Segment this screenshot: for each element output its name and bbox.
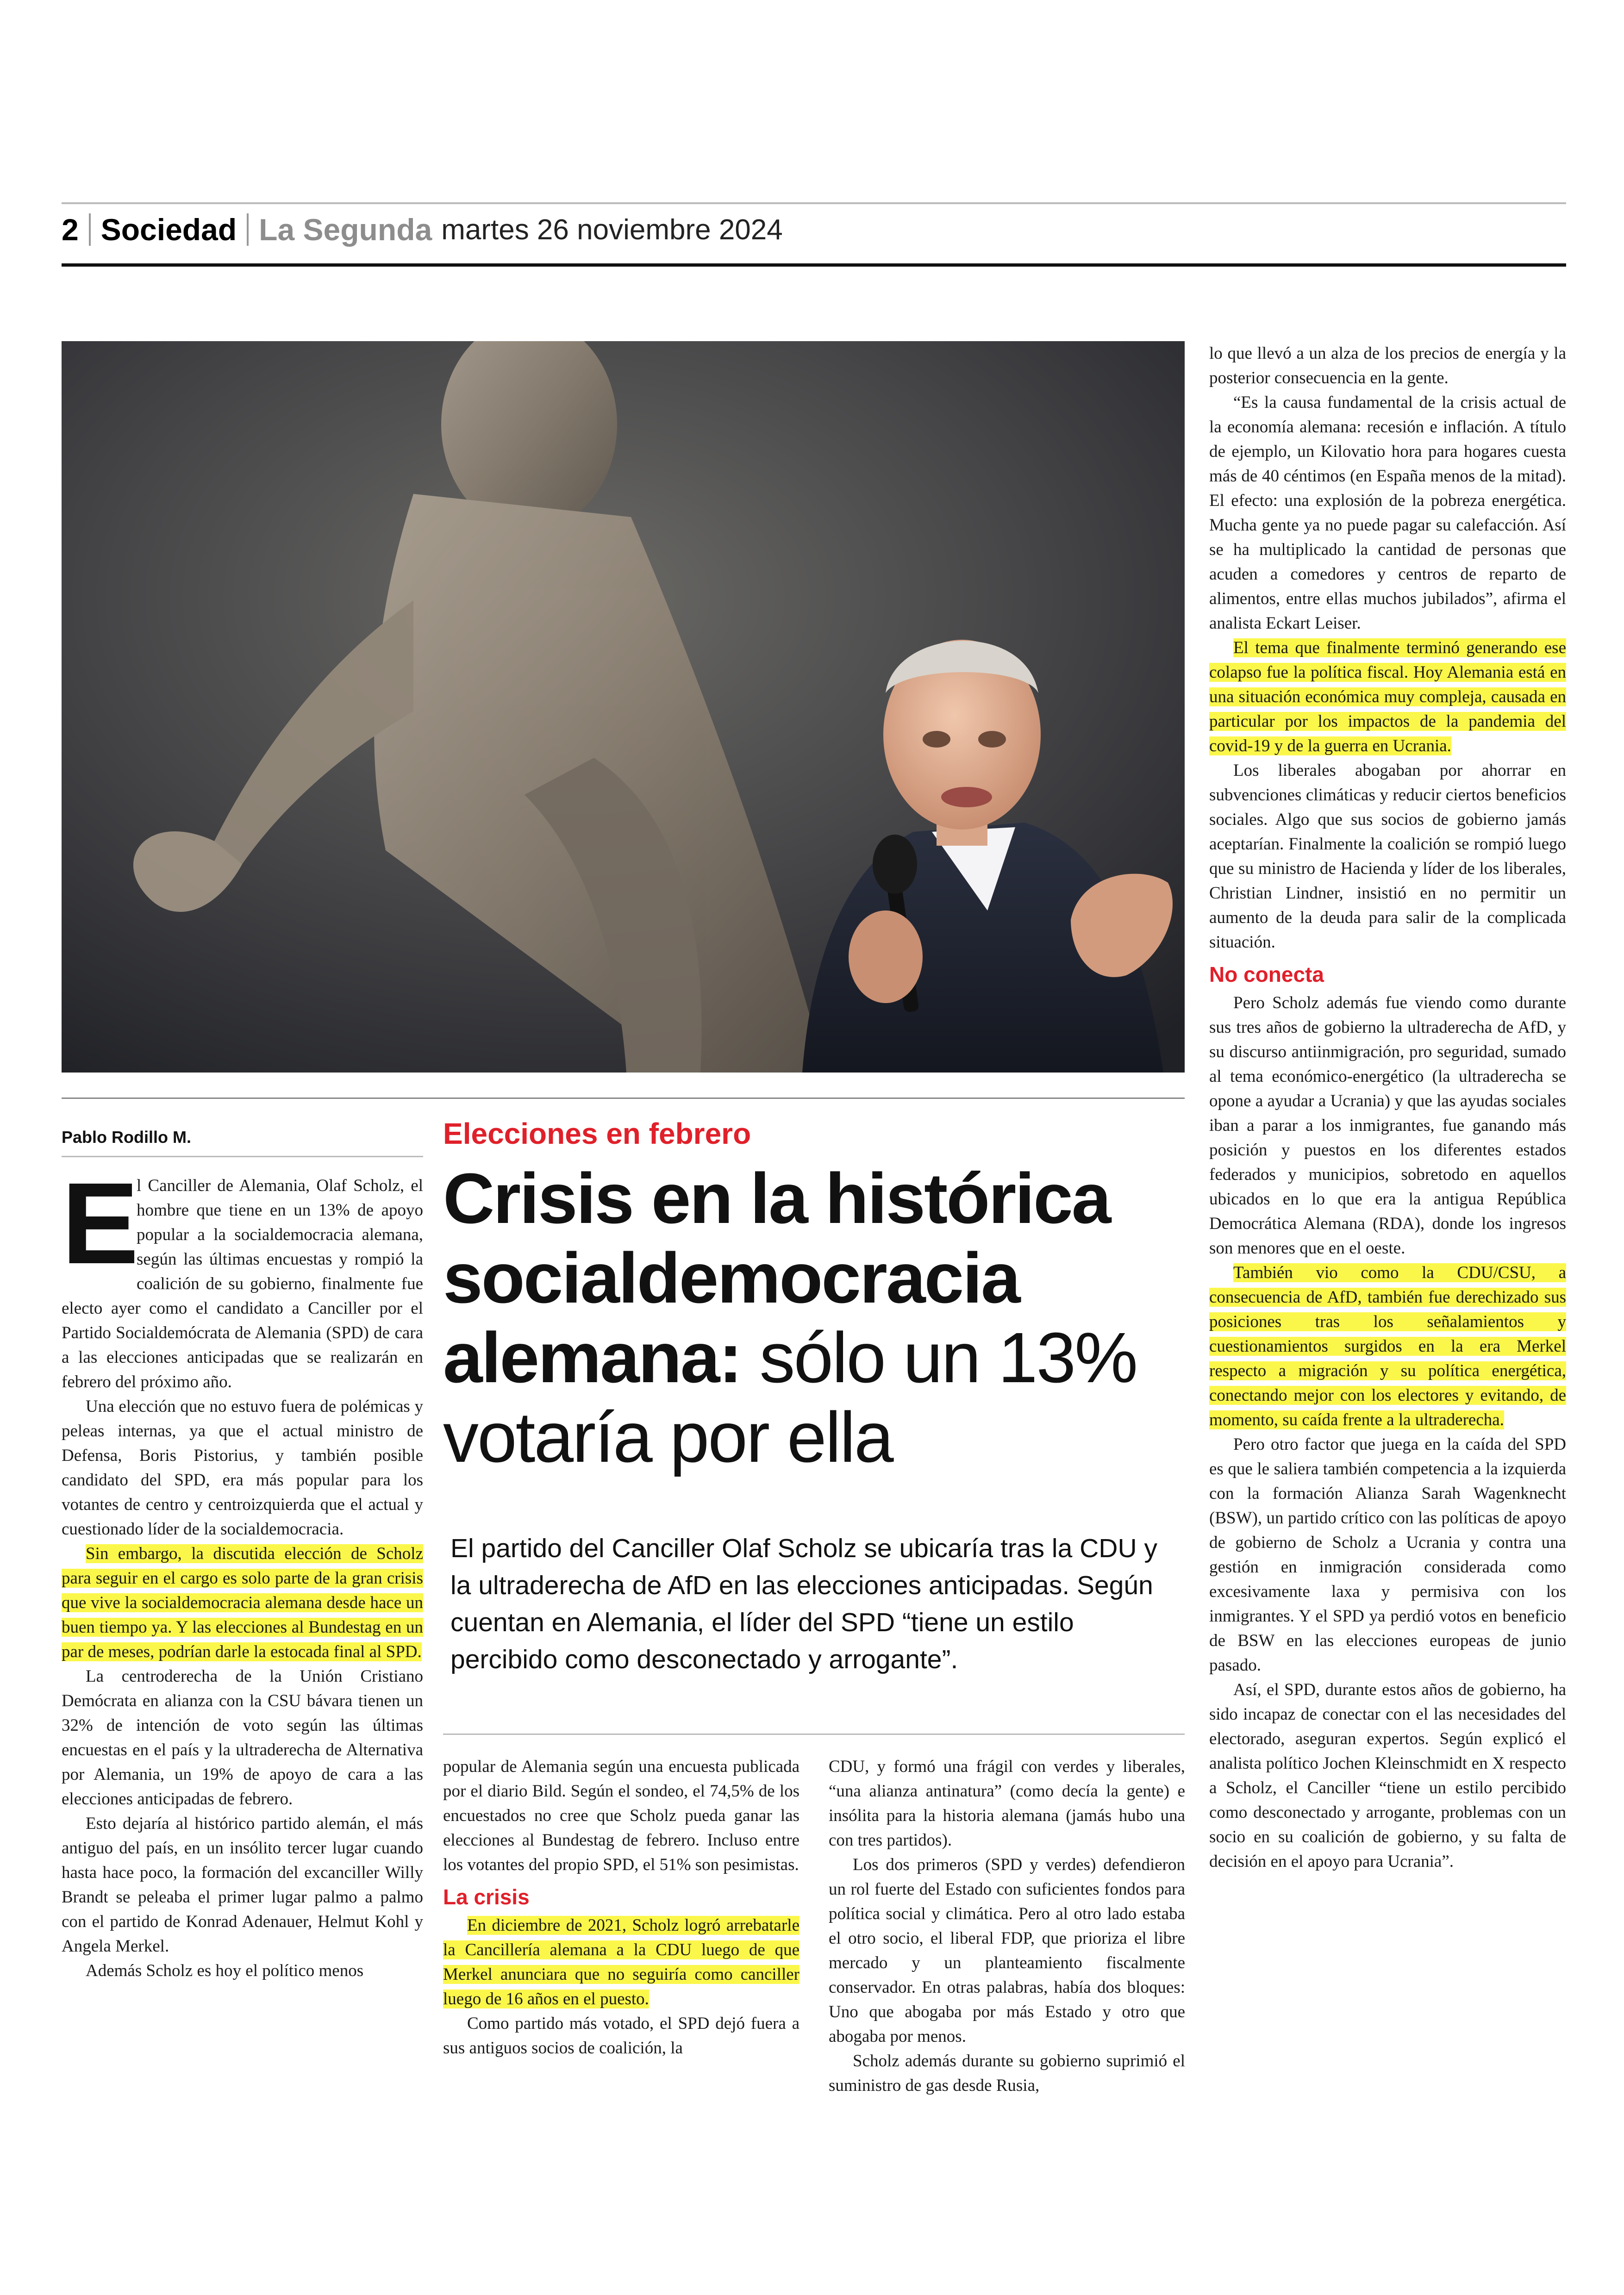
- lead-paragraph: [62, 1159, 423, 1394]
- header-separator: [247, 213, 249, 246]
- highlighted-paragraph: [1209, 1260, 1566, 1432]
- headline-light: sólo un 13% votaría por ella: [443, 1318, 1137, 1477]
- article-column-2: [443, 1754, 800, 2060]
- highlight-text: En diciembre de 2021, Scholz logró arrebatarle la Cancillería alemana a la CDU luego de que Merkel anunciara que no seguiría como canciller luego de 16 años en el puesto.: [443, 1916, 800, 2008]
- paragraph: lo que llevó a un alza de los precios de energía y la posterior consecuencia en la gente.: [1209, 344, 1566, 387]
- subhead-la-crisis: La crisis: [443, 1885, 530, 1909]
- header-separator: [89, 213, 91, 246]
- paragraph: Esto dejaría al histórico partido alemán, el más antiguo del país, en un insólito tercer lugar cuando hasta hace poco, la formación del excanciller Willy Brandt se peleaba el primer lugar palmo a palmo con el partido de Konrad Adenauer, Helmut Kohl y Angela Merkel.: [62, 1814, 423, 1956]
- paragraph: popular de Alemania según una encuesta publicada por el diario Bild. Según el sondeo, el 74,5% de los encuestados no cree que Scholz pueda ganar las elecciones al Bundestag de febrero. Incluso entre los votantes del propio SPD, el 51% son pesimistas.: [443, 1757, 800, 1874]
- highlight-text: También vio como la CDU/CSU, a consecuencia de AfD, también fue derechizado sus posiciones tras los señalamientos y cuestionamientos surgidos en la era Merkel respecto a migración y su política energética, conectando mejor con los electores y evitando, de momento, su caída frente a la ultraderecha.: [1209, 1263, 1566, 1429]
- drop-cap: E: [62, 1159, 139, 1288]
- paragraph: Los dos primeros (SPD y verdes) defendieron un rol fuerte del Estado con suficientes fondos para política social y climática. Pero al otro lado estaba el otro socio, el liberal FDP, que prioriza el libre mercado y un planteamiento fiscalmente conservador. En otras palabras, había dos bloques: Uno que abogaba por más Estado y otro que abogaba por menos.: [829, 1855, 1185, 2046]
- article-column-1: [62, 1159, 423, 1983]
- byline: Pablo Rodillo M.: [62, 1128, 191, 1147]
- highlight-text: El tema que finalmente terminó generando ese colapso fue la política fiscal. Hoy Alemania está en una situación económica muy compleja, causada en particular por los impactos de la pandemia del covid-19 y de la guerra en Ucrania.: [1209, 638, 1566, 755]
- paragraph: Pero otro factor que juega en la caída del SPD es que le saliera también competencia a la izquierda con la formación Alianza Sarah Wagenknecht (BSW), un partido crítico con las políticas de apoyo de gobierno de Scholz a Ucrania y contra una gestión en inmigración considerada como excesivamente laxa y permisiva con los inmigrantes. Y el SPD ya perdió votos en beneficio de BSW en las elecciones europeas de junio pasado.: [1209, 1435, 1566, 1675]
- photo-illustration: [62, 341, 1185, 1073]
- paragraph: Así, el SPD, durante estos años de gobierno, ha sido incapaz de conectar con el las necesidades del electorado, aseguran expertos. Según explicó el analista político Jochen Kleinschmidt en X respecto a Scholz, el Canciller “tiene un estilo percibido como desconectado y arrogante, problemas con un socio en su coalición de gobierno, y su falta de decisión en el apoyo para Ucrania”.: [1209, 1680, 1566, 1871]
- paragraph: Los liberales abogaban por ahorrar en subvenciones climáticas y reducir ciertos beneficios sociales. Algo que sus socios de gobierno jamás aceptarían. Finalmente la coalición se rompió luego que su ministro de Hacienda y líder de los liberales, Christian Lindner, insistió en no permitir un aumento de la deuda para salir de la complicada situación.: [1209, 761, 1566, 952]
- subhead-no-conecta: No conecta: [1209, 962, 1324, 986]
- page-header: [62, 207, 783, 252]
- highlight-text: Sin embargo, la discutida elección de Scholz para seguir en el cargo es solo parte de la gran crisis que vive la socialdemocracia alemana desde hace un buen tiempo ya. Y las elecciones al Bundestag en un par de meses, podrían darle la estocada final al SPD.: [62, 1544, 423, 1661]
- paragraph: Una elección que no estuvo fuera de polémicas y peleas internas, ya que el actual ministro de Defensa, Boris Pistorius, y también posible candidato del SPD, era más popular para los votantes de centro y centroizquierda que el actual y cuestionado líder de la socialdemocracia.: [62, 1397, 423, 1539]
- page-number: 2: [62, 212, 79, 247]
- headline: [443, 1159, 1193, 1477]
- paragraph: Pero Scholz además fue viendo como durante sus tres años de gobierno la ultraderecha de AfD, y su discurso antiinmigración, pro seguridad, sumado al tema económico-energético (la ultraderecha se opone a ayudar a Ucrania) y que las ayudas sociales iban a parar a los inmigrantes, fue ganando más posición y puestos en los diferentes estados federados y municipios, sobretodo en aquellos ubicados en lo que era la antigua República Democrática Alemana (RDA), donde los ingresos son menores que en el oeste.: [1209, 993, 1566, 1258]
- header-top-rule: [62, 202, 1566, 204]
- photo-bottom-rule: [62, 1098, 1185, 1099]
- paragraph: Como partido más votado, el SPD dejó fuera a sus antiguos socios de coalición, la: [443, 2014, 800, 2058]
- kicker: Elecciones en febrero: [443, 1117, 751, 1150]
- issue-date: martes 26 noviembre 2024: [441, 213, 783, 246]
- highlighted-paragraph: [1209, 636, 1566, 758]
- header-bottom-rule: [62, 263, 1566, 267]
- paragraph: CDU, y formó una frágil con verdes y liberales, “una alianza antinatura” (como decía la gente) e insólita para la historia alemana (jamás hubo una con tres partidos).: [829, 1757, 1185, 1850]
- article-column-3: [829, 1754, 1185, 2098]
- highlighted-paragraph: [62, 1541, 423, 1664]
- lead-text: l Canciller de Alemania, Olaf Scholz, el hombre que tiene en un 13% de apoyo popular a la socialdemocracia alemana, según las últimas encuestas y rompió la coalición de su gobierno, finalmente fue electo ayer como el candidato a Canciller por el Partido Socialdemócrata de Alemania (SPD) de cara a las elecciones anticipadas que se realizarán en febrero del próximo año.: [62, 1176, 423, 1391]
- headline-bold: Crisis en la histórica socialdemocracia alemana:: [443, 1159, 1110, 1397]
- section-name: Sociedad: [100, 212, 237, 247]
- paragraph: “Es la causa fundamental de la crisis actual de la economía alemana: recesión e inflación. A título de ejemplo, un Kilovatio hora para hogares cuesta más de 40 céntimos (en España menos de la mitad). El efecto: una explosión de la pobreza energética. Mucha gente ya no puede pagar su calefacción. Así se ha multiplicado la cantidad de personas que acuden a comedores y centros de reparto de alimentos, entre ellas muchos jubilados”, afirma el analista Eckart Leiser.: [1209, 393, 1566, 633]
- article-column-4: [1209, 341, 1566, 1874]
- publication-name: La Segunda: [259, 212, 432, 247]
- deck-rule: [443, 1734, 1185, 1735]
- article-photo: [62, 341, 1185, 1073]
- highlighted-paragraph: [443, 1913, 800, 2011]
- paragraph: Además Scholz es hoy el político menos: [86, 1961, 364, 1980]
- paragraph: La centroderecha de la Unión Cristiano Demócrata en alianza con la CSU bávara tienen un 32% de intención de voto según las últimas encuestas en el país y la ultraderecha de Alternativa por Alemania, un 19% de apoyo de cara a las elecciones anticipadas de febrero.: [62, 1667, 423, 1809]
- paragraph: Scholz además durante su gobierno suprimió el suministro de gas desde Rusia,: [829, 2052, 1185, 2095]
- byline-rule: [62, 1156, 423, 1157]
- deck: El partido del Canciller Olaf Scholz se ubicaría tras la CDU y la ultraderecha de AfD en las elecciones anticipadas. Según cuentan en Alemania, el líder del SPD “tiene un estilo percibido como desconectado y arrogante”.: [450, 1534, 1157, 1674]
